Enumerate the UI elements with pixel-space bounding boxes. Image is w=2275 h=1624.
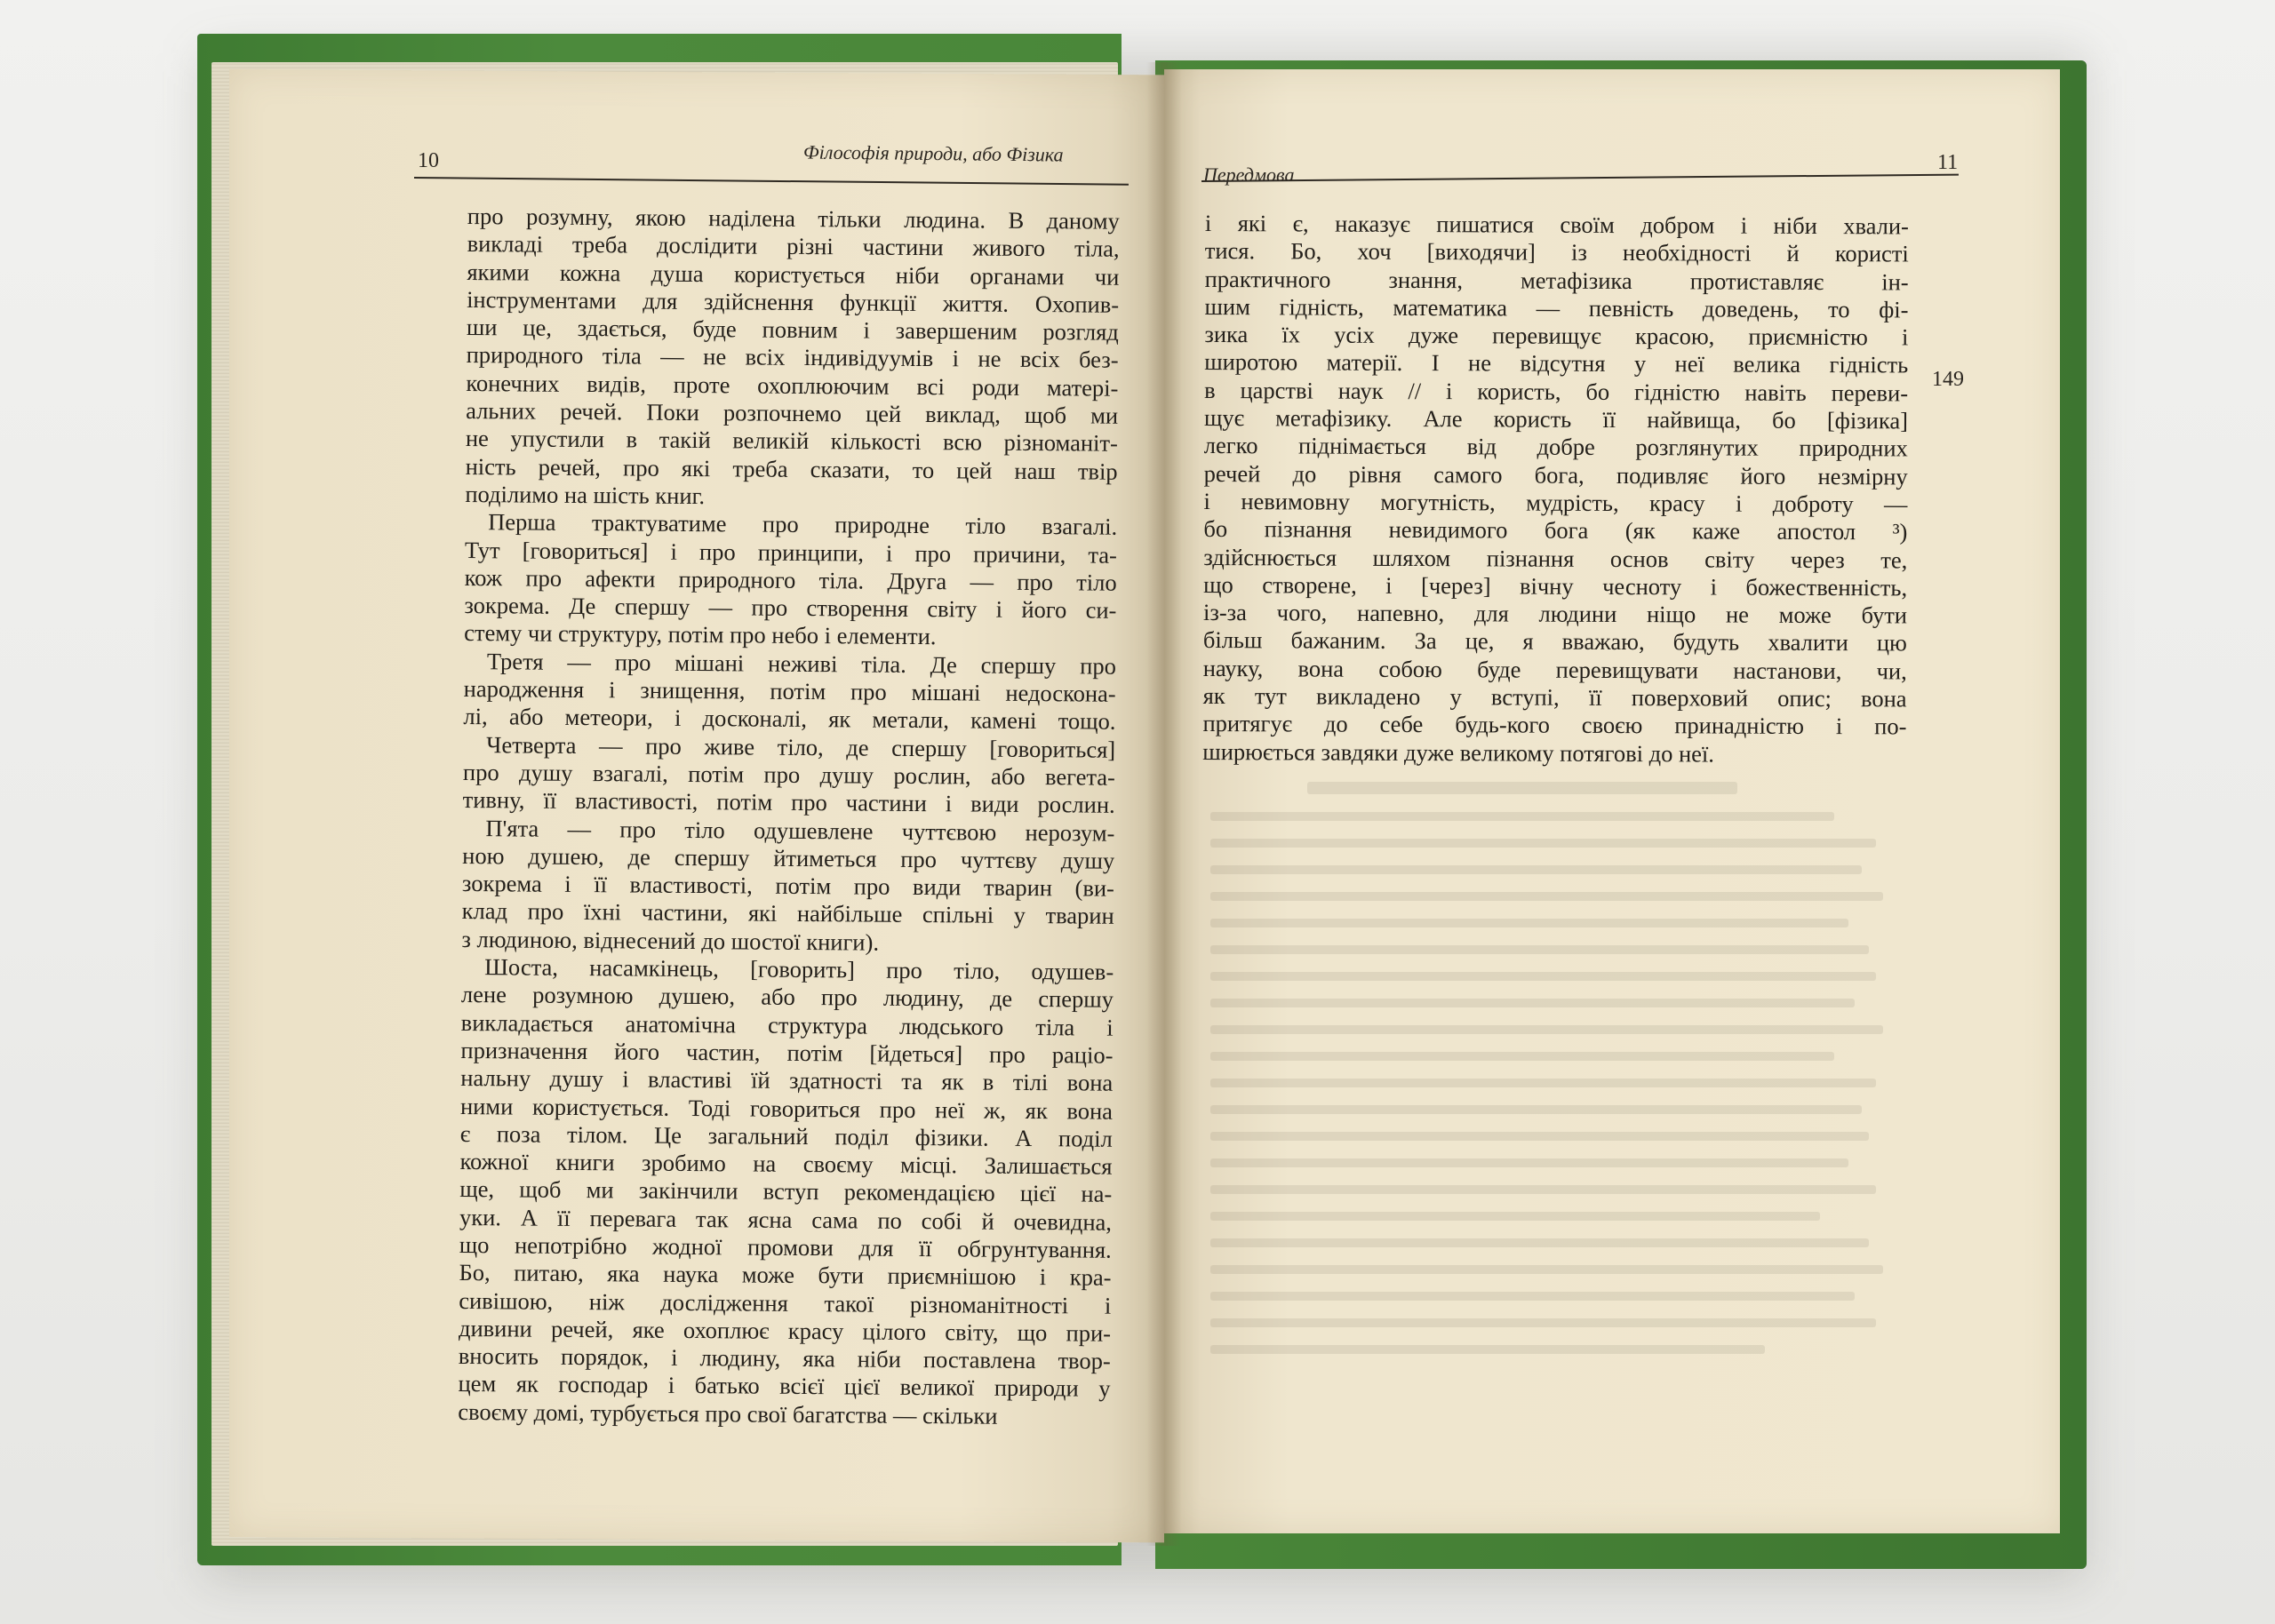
text-line: і невимовну могутність, мудрість, красу і доброту — (1203, 487, 1908, 518)
text-line: з людиною, віднесений до шостої книги). (461, 925, 880, 956)
text-line: сивішою, ніж дослідження такої різноманітності і (459, 1286, 1112, 1319)
text-line: ність речей, про які треба сказати, то цей наш твір (465, 452, 1118, 485)
text-line: ною душею, де спершу йтиметься про чуттєву душу (462, 841, 1115, 874)
text-line: здійснюється шляхом пізнання основ світу через те, (1203, 543, 1908, 574)
text-line: конечних видів, проте охоплюючим всі роди матері- (466, 369, 1119, 402)
text-line: легко піднімається від добре розглянутих природних (1203, 432, 1908, 462)
text-line: Перша трактуватиме про природне тіло взагалі. (488, 508, 1118, 541)
text-line: призначення його частин, потім [йдеться] про раціо- (460, 1036, 1114, 1069)
text-line: кож про афекти природного тіла. Друга — про тіло (464, 563, 1117, 596)
text-line: шим гідність, математика — певність доведень, то фі- (1204, 292, 1909, 323)
spine-gutter (1146, 62, 1182, 1546)
text-line: альних речей. Поки розпочнемо цей виклад, щоб ми (466, 397, 1119, 429)
text-line: Бо, питаю, яка наука може бути приємнішою і кра- (459, 1259, 1112, 1292)
text-line: ними користується. Тоді говориться про неї ж, як вона (459, 1092, 1114, 1125)
text-line: бо пізнання невидимого бога (як каже апостол ³) (1203, 515, 1908, 545)
text-line: своєму домі, турбується про свої багатства — скільки (458, 1397, 998, 1429)
text-line: уки. А її перевага так ясна сама по собі й очевидна, (459, 1203, 1113, 1236)
right-running-head: Передмова (1203, 163, 1295, 186)
text-line: стему чи структуру, потім про небо і елементи. (464, 619, 937, 650)
text-line: зокрема. Де спершу — про створення світу і його си- (464, 592, 1117, 624)
text-line: Тут [говориться] і про принципи, і про причини, та- (464, 536, 1118, 569)
text-line: цем як господар і батько всієї цієї великої природи у (458, 1370, 1111, 1403)
text-line: є поза тілом. Це загальний поділ фізики. А поділ (459, 1119, 1113, 1152)
text-line: і які є, наказує пишатися своїм добром і ніби хвали- (1204, 210, 1909, 240)
text-line: клад про їхні частини, які найбільше спільні у тварин (461, 897, 1114, 930)
text-line: про душу взагалі, потім про душу рослин, або вегета- (462, 758, 1116, 791)
text-line: із-за чого, напевно, для людини ніщо не може бути (1202, 599, 1908, 629)
margin-page-reference: 149 (1932, 368, 1964, 391)
text-line: в царстві наук // і користь, бо гідністю навіть переви- (1204, 376, 1909, 407)
text-line: як тут викладено у вступі, її поверховий опис; вона (1202, 682, 1907, 712)
text-line: широтою матерії. І не відсутня у неї велика гідність (1204, 348, 1909, 378)
text-line: Третя — про мішані неживі тіла. Де спершу про (486, 647, 1117, 680)
text-line: Шоста, насамкінець, [говорить] про тіло, одушев- (484, 953, 1114, 985)
text-line: більш бажаним. За це, я вважаю, будуть хвалити цю (1202, 626, 1907, 657)
left-page-text (458, 203, 1120, 1431)
text-line: тивну, її властивості, потім про частини і види рослин. (462, 786, 1115, 818)
text-line: викладі треба дослідити різні частини живого тіла, (467, 230, 1120, 263)
right-page-number: 11 (1937, 151, 1959, 174)
text-line: зокрема і її властивості, потім про види тварин (ви- (461, 870, 1115, 902)
right-page-text (1202, 210, 1909, 768)
text-line: тися. Бо, хоч [виходячи] із необхідності й користі (1204, 237, 1909, 267)
text-line: ще, щоб ми закінчили вступ рекомендацією цієї на- (459, 1175, 1113, 1208)
text-line: лі, або метеори, і досконалі, як метали, камені тощо. (463, 703, 1116, 736)
text-line: що створене, і [через] вічну чесноту і божественність, (1203, 570, 1908, 601)
text-line: природного тіла — не всіх індивідуумів і не всіх без- (466, 341, 1119, 374)
text-line: інструментами для здійснення функції життя. Охопив- (467, 285, 1120, 318)
text-line: кожної книги зробимо на своєму місці. Залишається (459, 1148, 1113, 1180)
left-page-number: 10 (418, 149, 439, 172)
text-line: про розумну, якою наділена тільки людина. В даному (467, 203, 1120, 235)
text-line: лене розумною душею, або про людину, де спершу (460, 981, 1114, 1014)
text-line: науку, вона собою буде перевищувати настанови, чи, (1202, 654, 1907, 685)
bleed-through-text (1210, 782, 1904, 1421)
left-running-head: Філософія природи, або Фізика (802, 140, 1064, 166)
text-line: викладається анатомічна структура людського тіла і (460, 1008, 1114, 1041)
text-line: вносить порядок, і людину, яка ніби поставлена твор- (458, 1342, 1111, 1374)
text-line: ширюється завдяки дуже великому потягові до неї. (1202, 737, 1715, 768)
text-line: народження і знищення, потім про мішані недоскона- (463, 675, 1116, 707)
text-line: ши це, здається, буде повним і завершеним розгляд (466, 314, 1119, 346)
text-line: щує метафізику. Але користь її найвища, бо [фізика] (1203, 404, 1909, 434)
text-line: не упустили в такій великій кількості всю різноманіт- (465, 425, 1119, 458)
text-line: Четверта — про живе тіло, де спершу [говориться] (486, 730, 1116, 763)
text-line: П'ята — про тіло одушевлене чуттєвою нерозум- (485, 814, 1115, 847)
text-line: нальну душу і властиві їй здатності та як в тілі вона (460, 1064, 1114, 1096)
text-line: що непотрібно жодної промови для її обгрунтування. (459, 1230, 1112, 1263)
text-line: зика їх усіх дуже перевищує красою, приємністю і (1204, 321, 1909, 351)
text-line: притягує до себе будь-кого своєю принадністю і по- (1202, 710, 1907, 740)
text-line: речей до рівня самого бога, подивляє його незмірну (1203, 459, 1908, 490)
text-line: поділимо на шість книг. (465, 480, 706, 510)
text-line: практичного знання, метафізика протиставляє ін- (1204, 265, 1909, 296)
text-line: якими кожна душа користується ніби органами чи (467, 258, 1120, 291)
text-line: дивини речей, яке охоплює красу цілого світу, що при- (458, 1314, 1112, 1347)
